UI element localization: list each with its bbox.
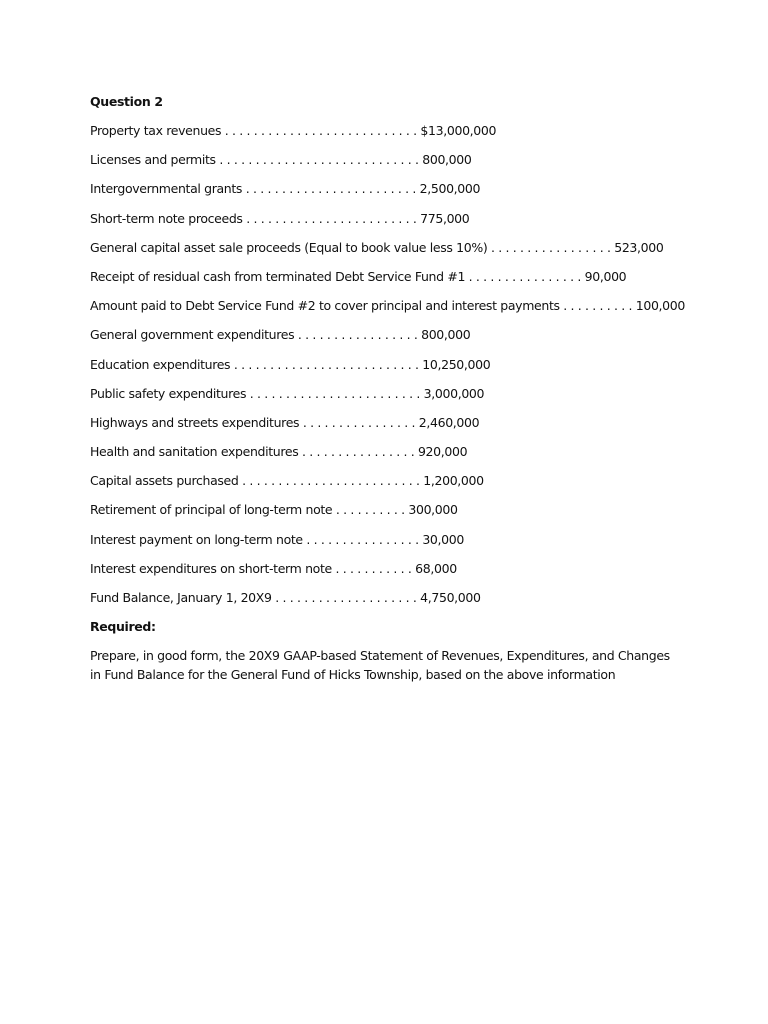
line-item-residual-cash-receipt: Receipt of residual cash from terminated Debt Service Fund #1 . . . . . . . . . . . . . . . . 90,000 bbox=[90, 268, 627, 284]
line-item-short-term-note-proceeds: Short-term note proceeds . . . . . . . . . . . . . . . . . . . . . . . . 775,000 bbox=[90, 210, 470, 226]
document-page bbox=[90, 93, 685, 684]
line-item-fund-balance: Fund Balance, January 1, 20X9 . . . . . . . . . . . . . . . . . . . . 4,750,000 bbox=[90, 590, 481, 605]
question-title: Question 2 bbox=[90, 94, 163, 109]
line-item-interest-short-term: Interest expenditures on short-term note . . . . . . . . . . . 68,000 bbox=[90, 560, 457, 576]
line-item-health-sanitation: Health and sanitation expenditures . . . . . . . . . . . . . . . . 920,000 bbox=[90, 444, 468, 460]
line-item-debt-service-transfer: Amount paid to Debt Service Fund #2 to cover principal and interest payments . . . . . . . . . . 100,000 bbox=[90, 298, 685, 314]
line-item-highways-streets: Highways and streets expenditures . . . . . . . . . . . . . . . . 2,460,000 bbox=[90, 414, 480, 430]
line-item-licenses-permits: Licenses and permits . . . . . . . . . . . . . . . . . . . . . . . . . . . . 800,000 bbox=[90, 152, 472, 168]
line-item-general-government: General government expenditures . . . . . . . . . . . . . . . . . 800,000 bbox=[90, 327, 471, 343]
line-item-public-safety: Public safety expenditures . . . . . . . . . . . . . . . . . . . . . . . . 3,000,000 bbox=[90, 385, 485, 401]
line-item-interest-long-term: Interest payment on long-term note . . . . . . . . . . . . . . . . 30,000 bbox=[90, 531, 464, 547]
line-item-capital-asset-sale: General capital asset sale proceeds (Equal to book value less 10%) . . . . . . . . . . . . . . . . . 523,000 bbox=[90, 239, 664, 255]
required-label: Required: bbox=[90, 619, 156, 635]
line-item-intergovernmental-grants: Intergovernmental grants . . . . . . . . . . . . . . . . . . . . . . . . 2,500,000 bbox=[90, 181, 481, 197]
line-item-capital-assets-purchased: Capital assets purchased . . . . . . . . . . . . . . . . . . . . . . . . . 1,200,000 bbox=[90, 473, 484, 489]
line-item-education: Education expenditures . . . . . . . . . . . . . . . . . . . . . . . . . . 10,250,000 bbox=[90, 356, 491, 372]
line-item-property-tax: Property tax revenues . . . . . . . . . . . . . . . . . . . . . . . . . . . $13,000,000 bbox=[90, 123, 497, 138]
line-item-principal-retirement: Retirement of principal of long-term note . . . . . . . . . . 300,000 bbox=[90, 502, 458, 518]
instructions-paragraph: Prepare, in good form, the 20X9 GAAP-based Statement of Revenues, Expenditures, and Changes in Fund Balance for the General Fund of Hicks Township, based on the above information bbox=[90, 648, 670, 683]
